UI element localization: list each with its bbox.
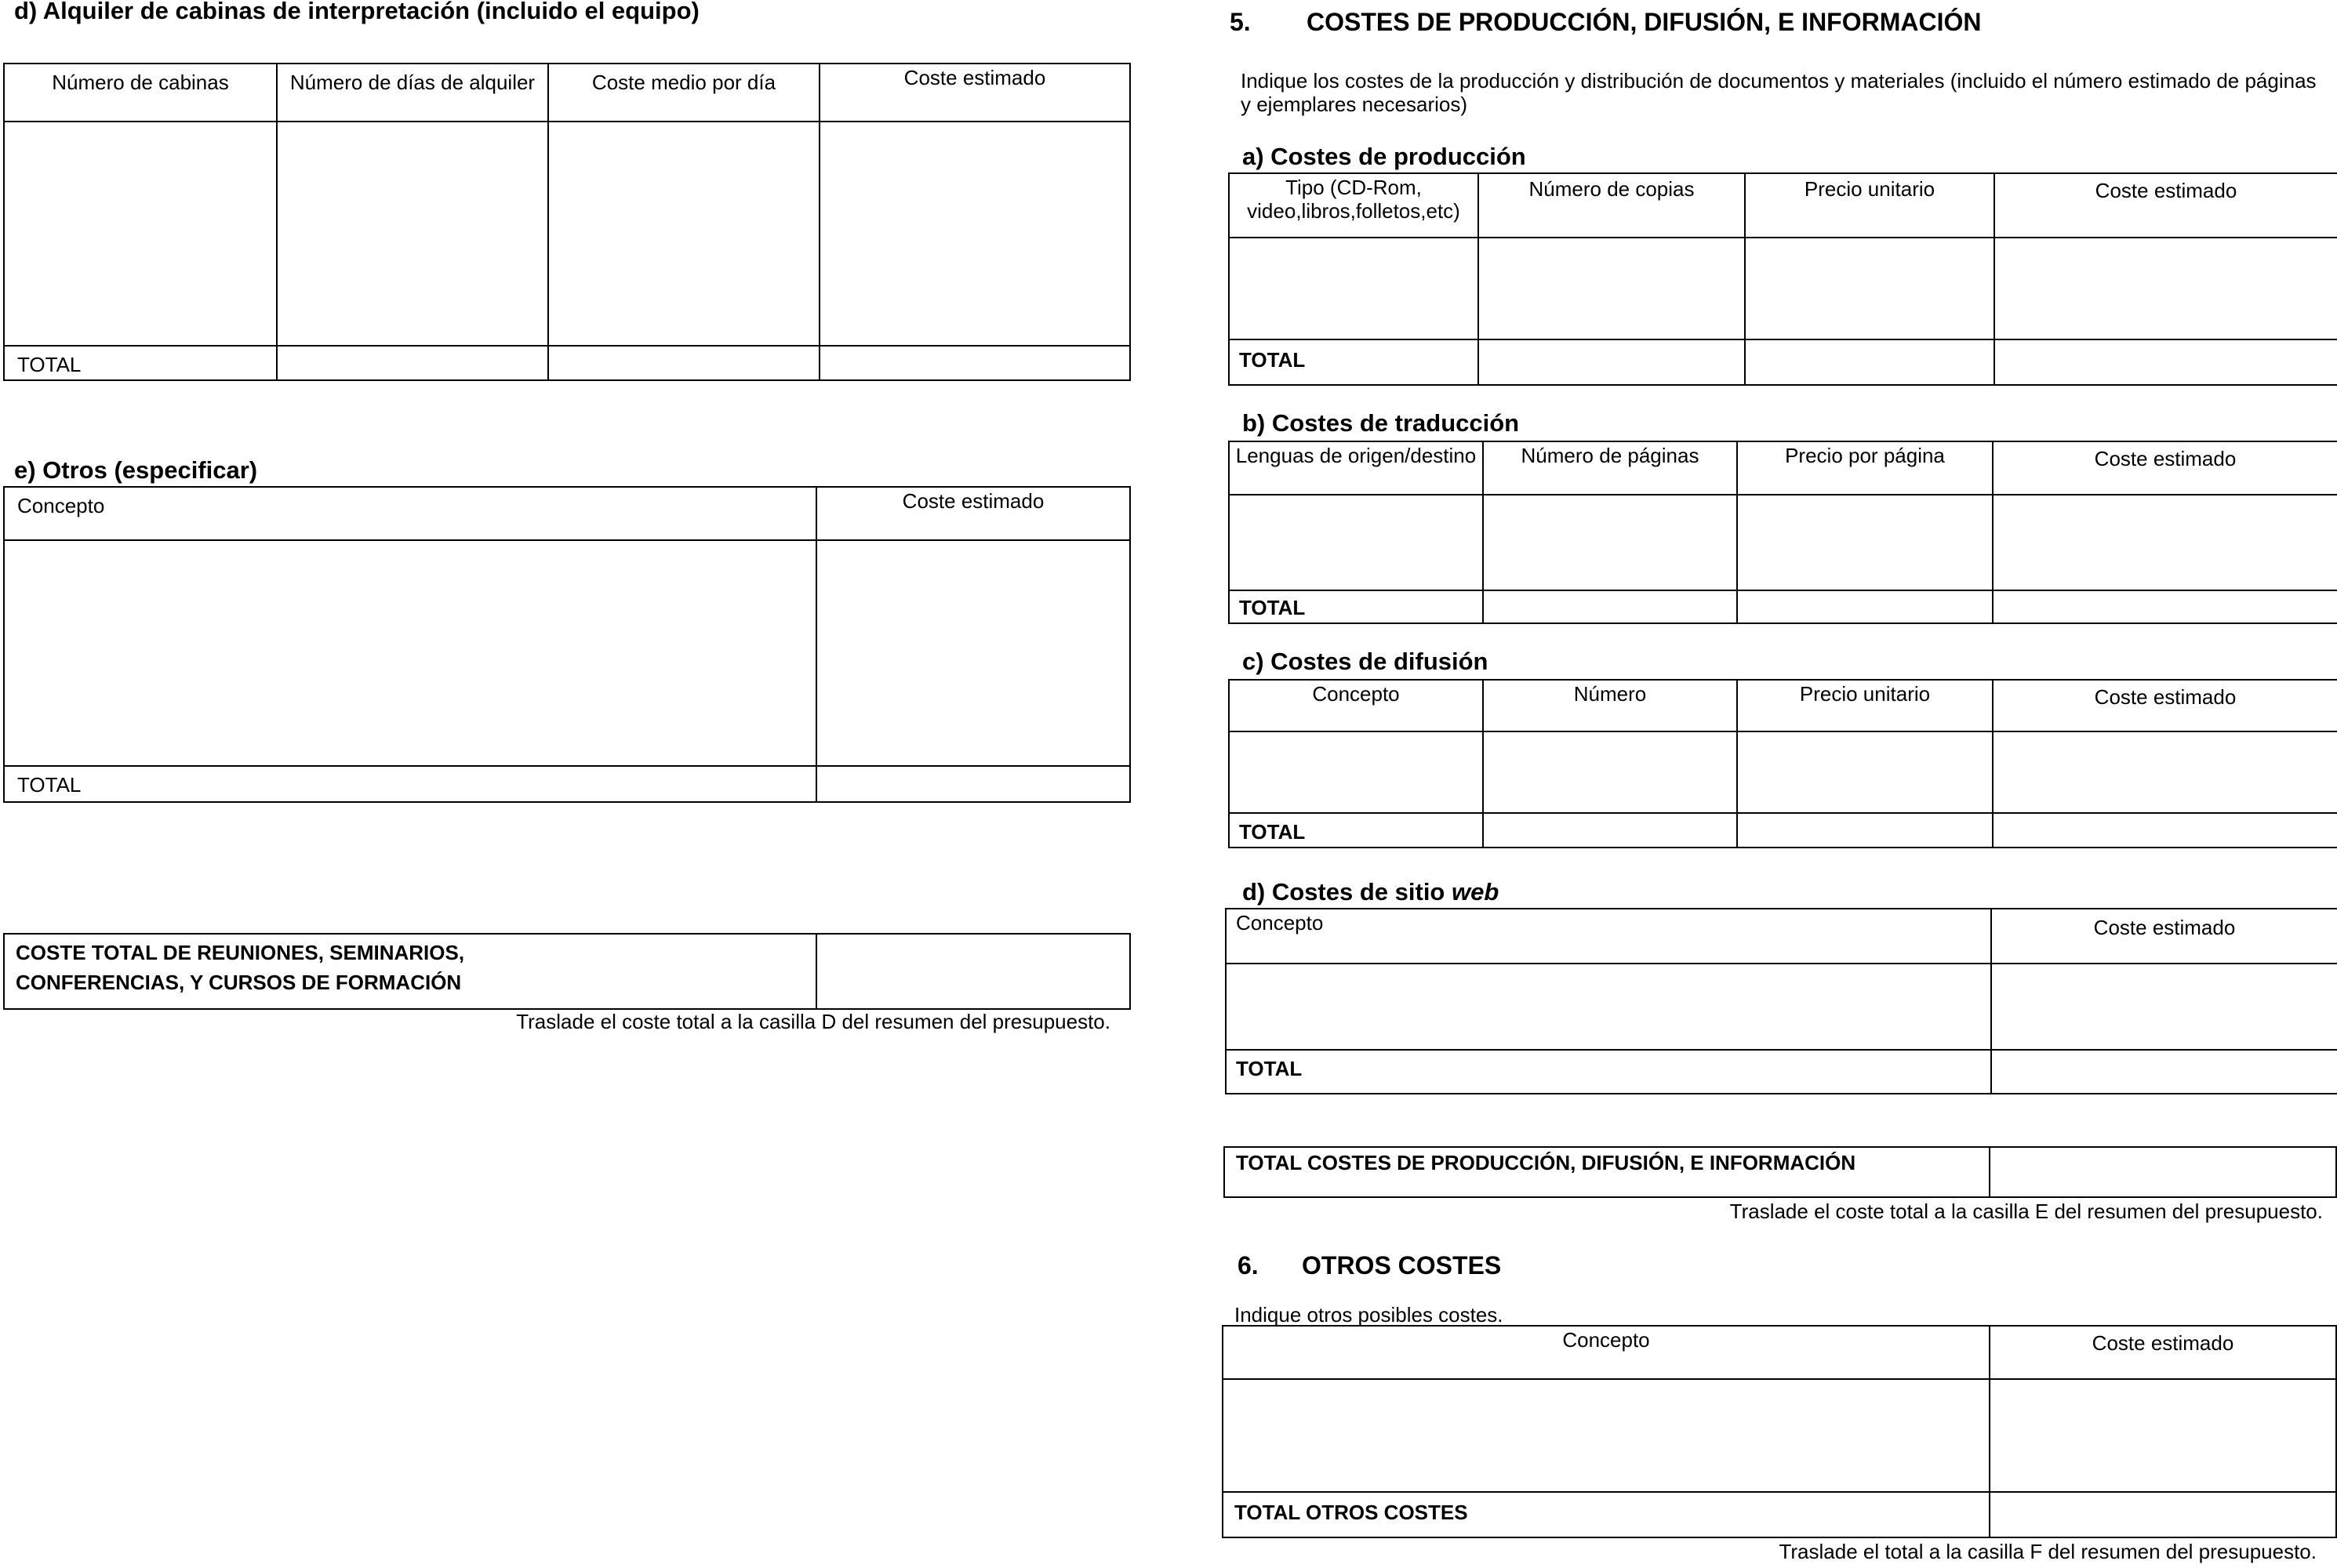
- section-5-number: 5.: [1230, 8, 1251, 36]
- header-numero-cabinas: Número de cabinas: [4, 64, 277, 122]
- input-cell[interactable]: [820, 346, 1130, 380]
- input-cell[interactable]: [1223, 1379, 1990, 1492]
- header-numero-copias: Número de copias: [1478, 173, 1745, 238]
- input-cell[interactable]: [1478, 339, 1745, 385]
- section-b-title: b) Costes de traducción: [1242, 409, 1520, 437]
- input-cell[interactable]: [548, 346, 820, 380]
- total-meetings-box: [3, 933, 1131, 1010]
- total-meetings-label: [4, 934, 816, 1009]
- section-6-intro: Indique otros posibles costes.: [1234, 1303, 1503, 1327]
- section-5-intro: Indique los costes de la producción y distribución de documentos y materiales (incluido el número estimado de páginas y ejemplares necesarios): [1241, 69, 2317, 116]
- input-cell[interactable]: [1990, 1492, 2336, 1537]
- header-concepto: Concepto: [1223, 1326, 1990, 1379]
- input-cell[interactable]: [1483, 731, 1737, 813]
- section-d-web-title-em: web: [1451, 878, 1499, 906]
- input-cell[interactable]: [1993, 731, 2337, 813]
- input-cell[interactable]: [1994, 339, 2337, 385]
- input-cell[interactable]: [1745, 238, 1994, 339]
- header-precio-pagina: Precio por página: [1737, 441, 1993, 495]
- input-cell[interactable]: [1229, 238, 1478, 339]
- header-lenguas: Lenguas de origen/destino: [1229, 441, 1483, 495]
- header-coste-estimado: Coste estimado: [1991, 909, 2337, 964]
- input-cell[interactable]: [1990, 1147, 2336, 1197]
- header-numero-dias: Número de días de alquiler: [277, 64, 548, 122]
- input-cell[interactable]: [1993, 495, 2337, 590]
- header-coste-estimado: Coste estimado: [1994, 173, 2337, 238]
- input-cell[interactable]: [1994, 238, 2337, 339]
- header-coste-estimado: Coste estimado: [1993, 441, 2337, 495]
- input-cell[interactable]: [1229, 731, 1483, 813]
- total-production-box: [1223, 1146, 2337, 1198]
- input-cell[interactable]: [277, 122, 548, 346]
- input-cell[interactable]: [1993, 813, 2337, 848]
- input-cell[interactable]: [548, 122, 820, 346]
- section-d-title: d) Alquiler de cabinas de interpretación (incluido el equipo): [14, 0, 700, 24]
- transfer-note-e: Traslade el coste total a la casilla E del resumen del presupuesto.: [1729, 1200, 2323, 1223]
- input-cell[interactable]: [1737, 813, 1993, 848]
- header-tipo: Tipo (CD-Rom, video,libros,folletos,etc): [1229, 173, 1478, 238]
- total-label: TOTAL: [4, 766, 816, 802]
- total-meetings-line1: COSTE TOTAL DE REUNIONES, SEMINARIOS,: [16, 941, 465, 964]
- input-cell[interactable]: [1226, 964, 1991, 1050]
- input-cell[interactable]: [1991, 964, 2337, 1050]
- total-label: TOTAL: [1229, 813, 1483, 848]
- other-costs-table-6: [1222, 1325, 2337, 1538]
- input-cell[interactable]: [4, 540, 816, 766]
- total-label: TOTAL: [4, 346, 277, 380]
- header-concepto: Concepto: [4, 487, 816, 540]
- header-coste-estimado: Coste estimado: [816, 487, 1130, 540]
- section-6-number: 6.: [1238, 1251, 1259, 1279]
- section-a-title: a) Costes de producción: [1242, 143, 1526, 170]
- total-label: TOTAL: [1229, 339, 1478, 385]
- section-e-title: e) Otros (especificar): [14, 456, 258, 484]
- input-cell[interactable]: [816, 540, 1130, 766]
- header-coste-estimado: Coste estimado: [820, 64, 1130, 122]
- input-cell[interactable]: [4, 122, 277, 346]
- input-cell[interactable]: [1993, 590, 2337, 623]
- input-cell[interactable]: [1483, 813, 1737, 848]
- input-cell[interactable]: [1990, 1379, 2336, 1492]
- input-cell[interactable]: [1483, 495, 1737, 590]
- header-coste-estimado: Coste estimado: [1990, 1326, 2336, 1379]
- input-cell[interactable]: [816, 766, 1130, 802]
- production-costs-table: [1228, 172, 2337, 386]
- total-label: TOTAL OTROS COSTES: [1223, 1492, 1990, 1537]
- website-costs-table: [1225, 908, 2337, 1094]
- transfer-note-d: Traslade el coste total a la casilla D del resumen del presupuesto.: [516, 1010, 1110, 1033]
- input-cell[interactable]: [1737, 590, 1993, 623]
- input-cell[interactable]: [1229, 495, 1483, 590]
- transfer-note-f: Traslade el total a la casilla F del resumen del presupuesto.: [1779, 1540, 2317, 1563]
- section-d-web-title-text: d) Costes de sitio: [1242, 878, 1452, 906]
- input-cell[interactable]: [1478, 238, 1745, 339]
- input-cell[interactable]: [1483, 590, 1737, 623]
- input-cell[interactable]: [820, 122, 1130, 346]
- input-cell[interactable]: [277, 346, 548, 380]
- header-coste-estimado: Coste estimado: [1993, 680, 2337, 731]
- distribution-costs-table: [1228, 679, 2337, 848]
- header-concepto: Concepto: [1226, 909, 1991, 964]
- header-numero-paginas: Número de páginas: [1483, 441, 1737, 495]
- header-concepto: Concepto: [1229, 680, 1483, 731]
- translation-costs-table: [1228, 441, 2337, 624]
- header-numero: Número: [1483, 680, 1737, 731]
- header-coste-medio: Coste medio por día: [548, 64, 820, 122]
- section-5-title: COSTES DE PRODUCCIÓN, DIFUSIÓN, E INFORMACIÓN: [1307, 8, 1982, 36]
- booth-rental-table: [3, 63, 1131, 381]
- total-meetings-line2: CONFERENCIAS, Y CURSOS DE FORMACIÓN: [16, 971, 462, 994]
- header-precio-unitario: Precio unitario: [1737, 680, 1993, 731]
- other-costs-table: [3, 486, 1131, 803]
- total-label: TOTAL: [1229, 590, 1483, 623]
- total-production-label: TOTAL COSTES DE PRODUCCIÓN, DIFUSIÓN, E INFORMACIÓN: [1224, 1147, 1990, 1197]
- input-cell[interactable]: [1991, 1050, 2337, 1094]
- input-cell[interactable]: [816, 934, 1130, 1009]
- total-label: TOTAL: [1226, 1050, 1991, 1094]
- header-precio-unitario: Precio unitario: [1745, 173, 1994, 238]
- section-6-title: OTROS COSTES: [1302, 1251, 1502, 1279]
- section-d-web-title: [1242, 878, 1499, 906]
- input-cell[interactable]: [1745, 339, 1994, 385]
- input-cell[interactable]: [1737, 731, 1993, 813]
- section-c-title: c) Costes de difusión: [1242, 648, 1488, 675]
- input-cell[interactable]: [1737, 495, 1993, 590]
